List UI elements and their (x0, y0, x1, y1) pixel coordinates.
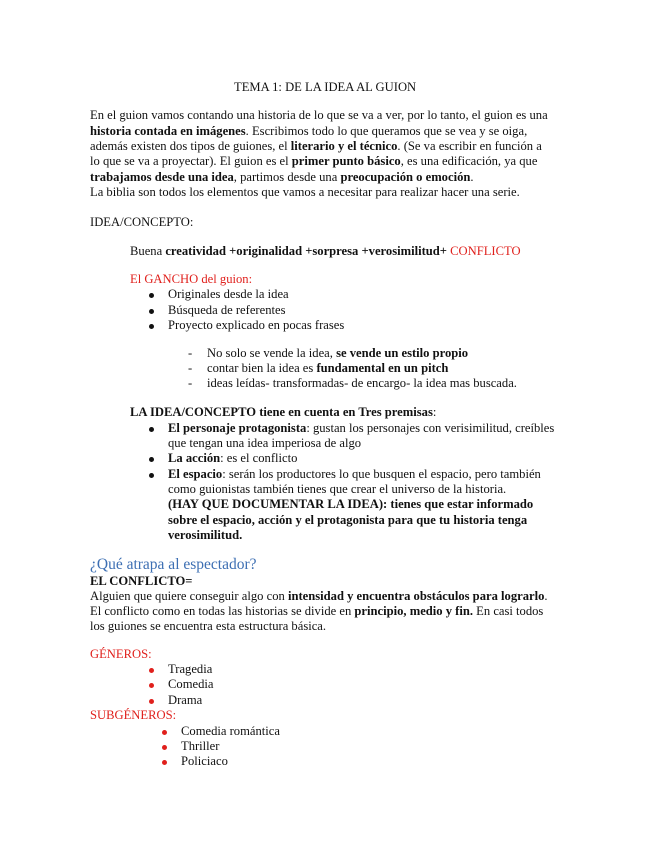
formula-prefix: Buena (130, 244, 166, 258)
bullet-icon (149, 473, 154, 478)
intro-line-6: La biblia son todos los elementos que vamos a necesitar para realizar hacer una serie. (90, 185, 520, 199)
espectador-text: El conflicto como en todas las historias se divide en (90, 604, 355, 618)
bullet-icon (149, 668, 154, 673)
premisa-3-line-4: sobre el espacio, acción y el protagonista para que tu historia tenga (168, 513, 528, 527)
intro-line-3 (90, 139, 542, 155)
bullet-icon (149, 324, 154, 329)
premisa-3-line-5: verosimilitud. (168, 528, 243, 542)
gancho-dash-1 (207, 346, 468, 362)
bullet-icon (162, 730, 167, 735)
premisa-3 (168, 467, 541, 483)
premisa-1 (168, 421, 554, 437)
espectador-heading: ¿Qué atrapa al espectador? (90, 556, 257, 573)
intro-bold-punto: primer punto básico (291, 154, 401, 168)
gancho-item-2: Búsqueda de referentes (168, 303, 286, 317)
bullet-icon (162, 745, 167, 750)
intro-text: . (470, 170, 474, 184)
espectador-text: Alguien que quiere conseguir algo con (90, 589, 288, 603)
dash-text: No solo se vende la idea, (207, 346, 337, 360)
gancho-heading: El GANCHO del guion: (130, 272, 253, 286)
intro-text: . (Se va escribir en función a (397, 139, 542, 153)
dash-icon: - (188, 376, 193, 390)
premisa-3-text: : serán los productores lo que busquen el espacio, pero también (222, 467, 541, 481)
subgenero-item-3: Policiaco (181, 754, 228, 768)
premisas-heading-colon: : (432, 405, 437, 419)
intro-text: además existen dos tipos de guiones, el (90, 139, 291, 153)
subgenero-item-1: Comedia romántica (181, 724, 280, 738)
intro-line-2 (90, 124, 527, 140)
dash-bold: fundamental en un pitch (316, 361, 449, 375)
premisas-heading (130, 405, 436, 421)
premisa-3-line-2: como guionistas también tienes que crear el universo de la historia. (168, 482, 507, 496)
intro-line-4 (90, 154, 537, 170)
premisa-1-text: : gustan los personajes con verisimilitud, creíbles (306, 421, 555, 435)
intro-text: . Escribimos todo lo que queramos que se vea y se oiga, (245, 124, 528, 138)
formula-bold: creatividad +originalidad +sorpresa +verosimilitud+ (165, 244, 447, 258)
intro-text: , es una edificación, ya que (400, 154, 538, 168)
espectador-bold: principio, medio y fin. (354, 604, 474, 618)
gancho-dash-3: ideas leídas- transformadas- de encargo- la idea mas buscada. (207, 376, 517, 390)
gancho-item-1: Originales desde la idea (168, 287, 289, 301)
generos-heading: GÉNEROS: (90, 647, 152, 661)
bullet-icon (149, 683, 154, 688)
espectador-bold: intensidad y encuentra obstáculos para lograrlo (287, 589, 545, 603)
formula-conflicto: CONFLICTO (446, 244, 521, 258)
gancho-item-3: Proyecto explicado en pocas frases (168, 318, 345, 332)
page-title: TEMA 1: DE LA IDEA AL GUION (234, 80, 417, 94)
bullet-icon (162, 760, 167, 765)
premisa-2-title: La acción (168, 451, 221, 465)
idea-heading: IDEA/CONCEPTO: (90, 215, 194, 229)
espectador-line-3: los guiones se encuentra esta estructura básica. (90, 619, 327, 633)
genero-item-2: Comedia (168, 677, 214, 691)
espectador-line-2 (90, 604, 543, 620)
bullet-icon (149, 457, 154, 462)
intro-line-1: En el guion vamos contando una historia de lo que se va a ver, por lo tanto, el guion es una (90, 108, 548, 122)
genero-item-3: Drama (168, 693, 203, 707)
premisa-2-text: : es el conflicto (220, 451, 298, 465)
intro-text: , partimos desde una (233, 170, 341, 184)
dash-icon: - (188, 346, 193, 360)
premisa-1-title: El personaje protagonista (168, 421, 307, 435)
premisa-2 (168, 451, 297, 467)
premisas-heading-bold: LA IDEA/CONCEPTO tiene en cuenta en Tres premisas (130, 405, 433, 419)
intro-line-5 (90, 170, 474, 186)
gancho-dash-2 (207, 361, 448, 377)
bullet-icon (149, 309, 154, 314)
bullet-icon (149, 699, 154, 704)
intro-text: lo que se va a proyectar). El guion es el (90, 154, 292, 168)
dash-text: contar bien la idea es (207, 361, 317, 375)
intro-bold-tipos: literario y el técnico (290, 139, 398, 153)
bullet-icon (149, 293, 154, 298)
intro-bold-emocion: preocupación o emoción (340, 170, 471, 184)
genero-item-1: Tragedia (168, 662, 213, 676)
conflicto-heading: EL CONFLICTO= (90, 574, 193, 588)
espectador-line-1 (90, 589, 548, 605)
premisa-3-title: El espacio (168, 467, 223, 481)
espectador-text: . (544, 589, 548, 603)
premisa-1-line-2: que tengan una idea imperiosa de algo (168, 436, 362, 450)
subgeneros-heading: SUBGÉNEROS: (90, 708, 177, 722)
bullet-icon (149, 427, 154, 432)
subgenero-item-2: Thriller (181, 739, 220, 753)
formula-line (130, 244, 521, 260)
premisa-3-line-3: (HAY QUE DOCUMENTAR LA IDEA): tienes que estar informado (168, 497, 534, 511)
espectador-text: En casi todos (473, 604, 544, 618)
dash-icon: - (188, 361, 193, 375)
dash-bold: se vende un estilo propio (336, 346, 469, 360)
intro-bold-historia: historia contada en imágenes (90, 124, 246, 138)
intro-bold-idea: trabajamos desde una idea (90, 170, 234, 184)
